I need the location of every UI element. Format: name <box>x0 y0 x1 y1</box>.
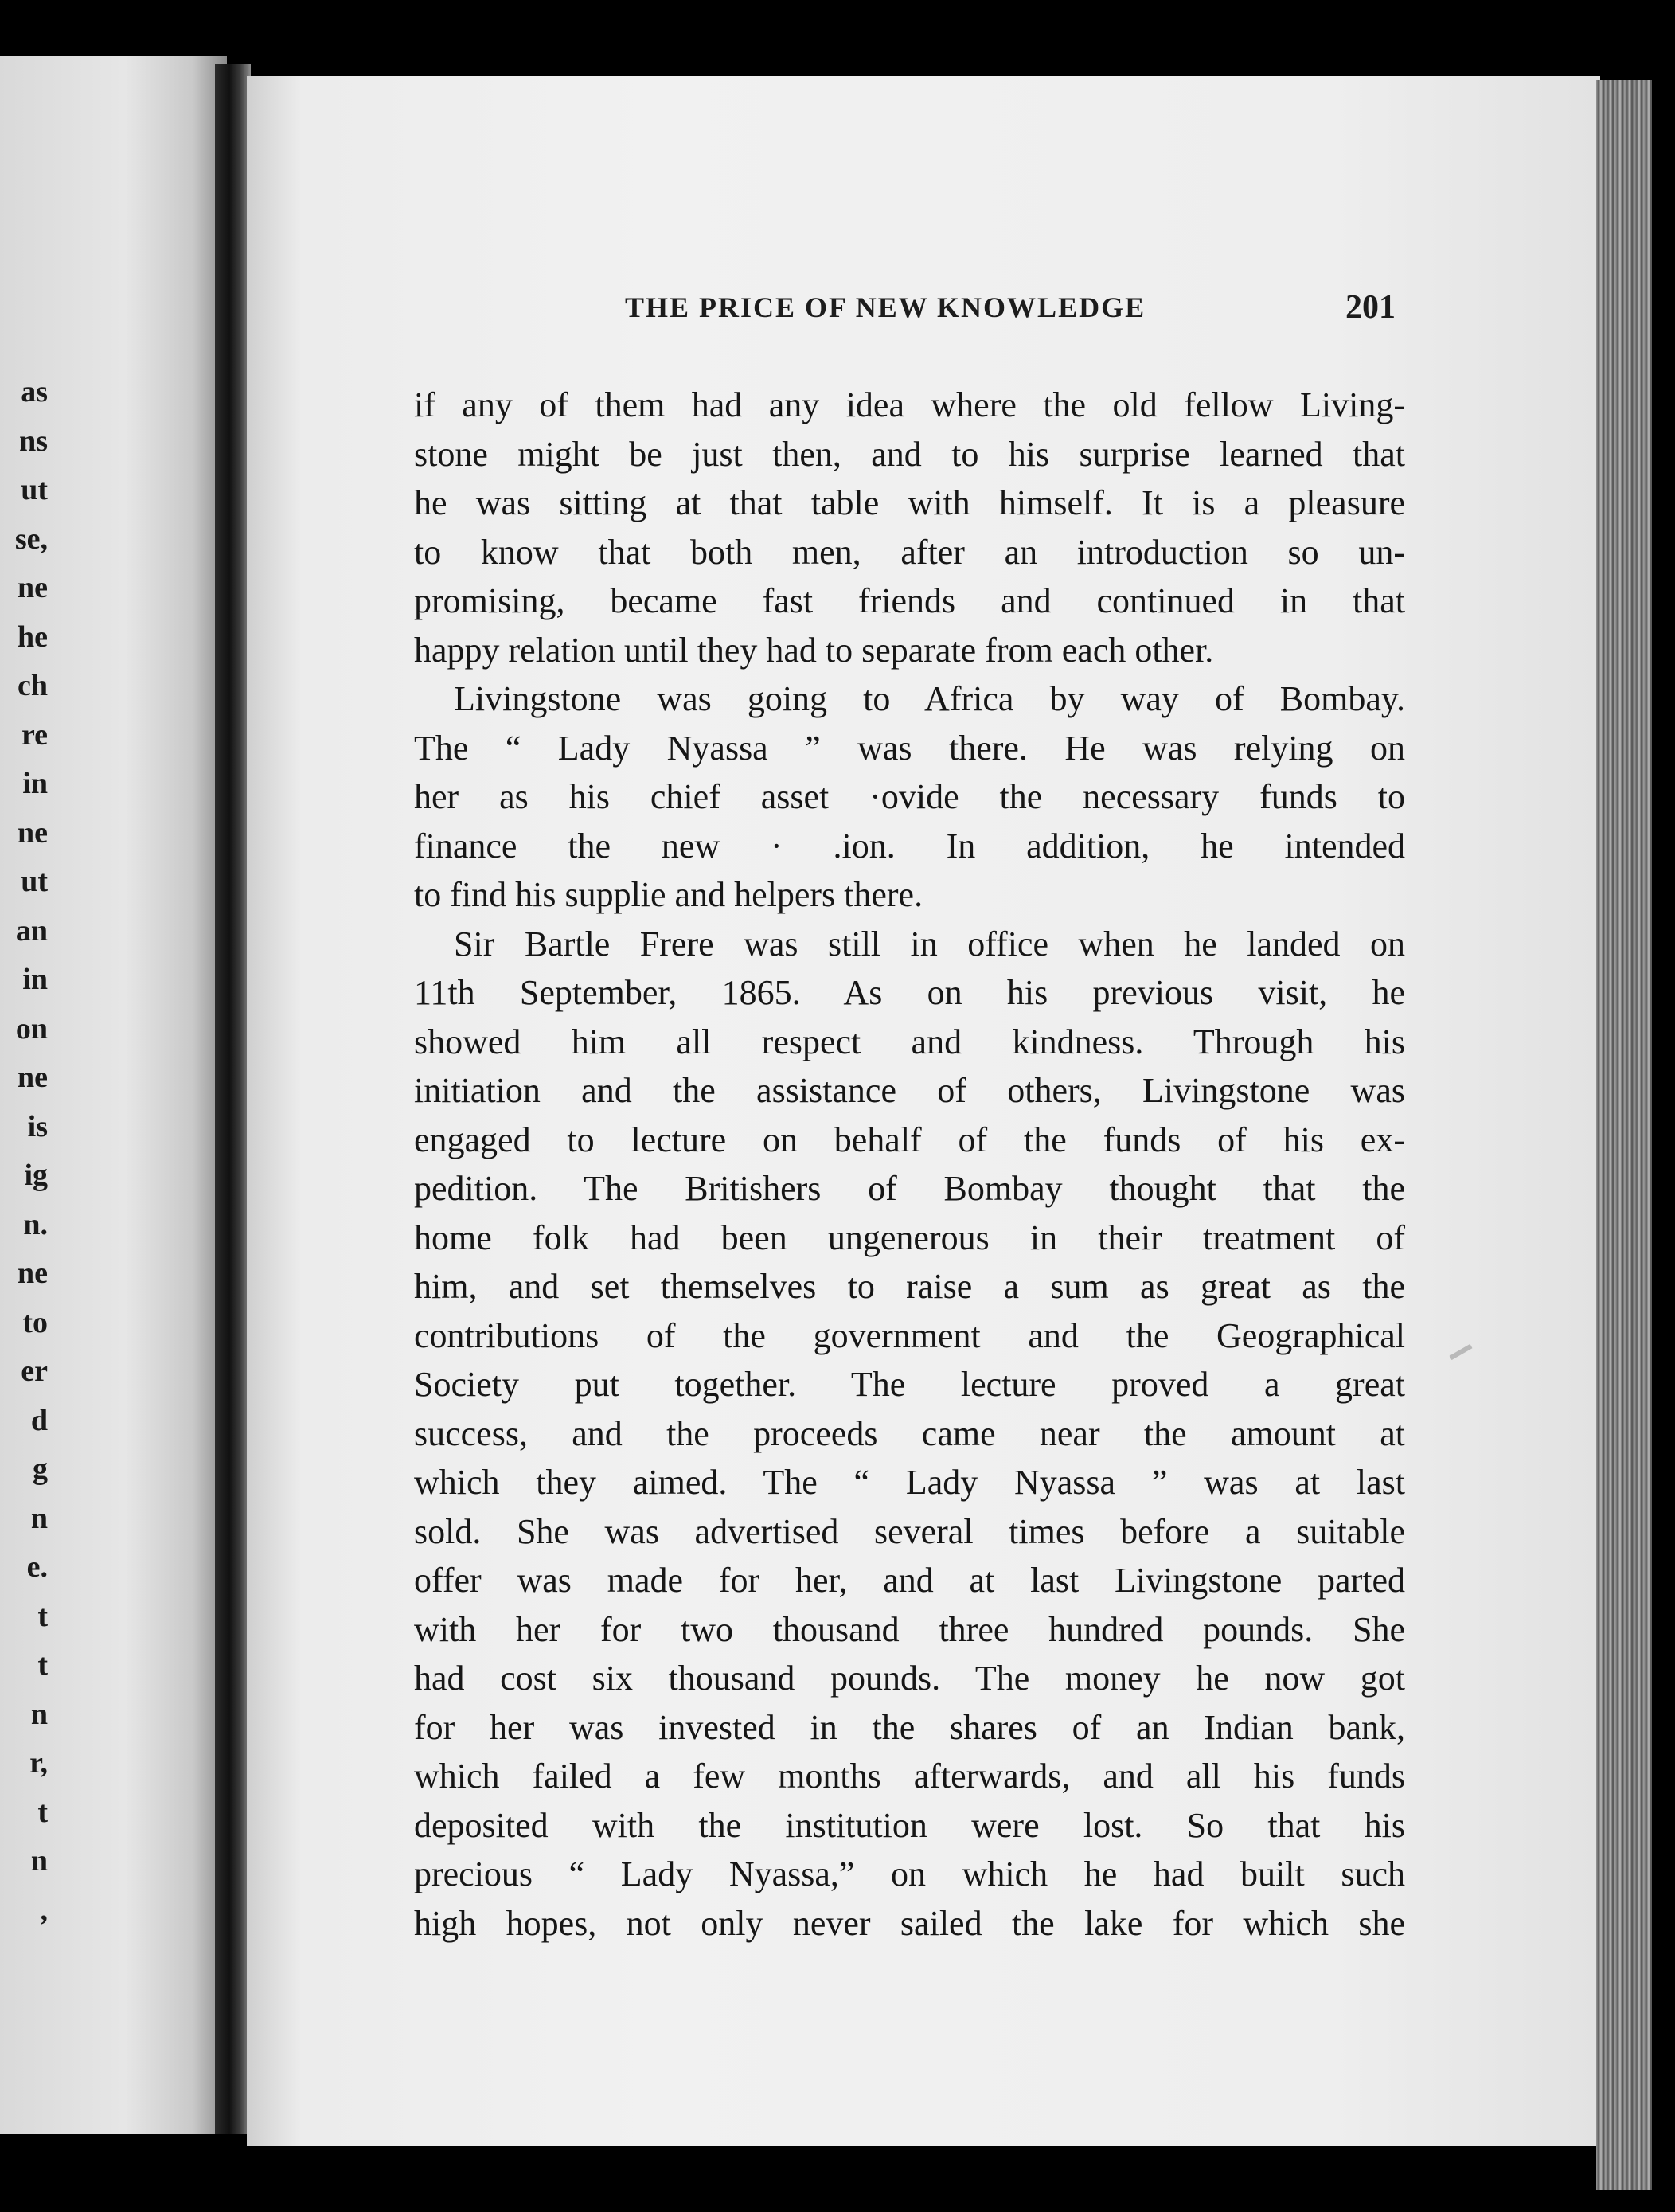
left-page-fragment: ne <box>18 1061 48 1094</box>
text-line: initiation and the assistance of others, Livingstone was <box>414 1071 1405 1110</box>
left-page-fragment: n <box>30 1697 48 1731</box>
page-number: 201 <box>1345 289 1396 326</box>
left-page-fragment: e. <box>26 1550 48 1584</box>
text-line: finance the new · .ion. In addition, he intended <box>414 826 1405 866</box>
text-line: which failed a few months afterwards, and all his funds <box>414 1757 1405 1796</box>
left-page-fragment: , <box>40 1893 48 1927</box>
left-page-fragment: ne <box>18 1256 48 1290</box>
left-page-fragment: n. <box>23 1207 48 1241</box>
text-line: pedition. The Britishers of Bombay thought that the <box>414 1169 1405 1208</box>
text-line: engaged to lecture on behalf of the funds of his ex- <box>414 1120 1405 1159</box>
left-page-fragment: r, <box>29 1746 48 1780</box>
left-page-fragment: ne <box>18 571 48 604</box>
text-line: home folk had been ungenerous in their treatment of <box>414 1217 1405 1257</box>
text-line: with her for two thousand three hundred pounds. She <box>414 1609 1405 1649</box>
text-line: success, and the proceeds came near the amount at <box>414 1413 1405 1453</box>
text-line: deposited with the institution were lost. So that his <box>414 1805 1405 1845</box>
left-page-fragment: t <box>37 1795 48 1829</box>
left-page-fragment: as <box>21 375 48 408</box>
left-page-fragment: in <box>22 767 48 800</box>
body-text <box>414 381 1405 1948</box>
text-line: high hopes, not only never sailed the lake for which she <box>414 1903 1405 1943</box>
text-line: had cost six thousand pounds. The money he now got <box>414 1659 1405 1698</box>
left-page-fragment: on <box>15 1011 48 1045</box>
text-line: The “ Lady Nyassa ” was there. He was relying on <box>414 728 1405 768</box>
text-line: showed him all respect and kindness. Through his <box>414 1022 1405 1061</box>
text-line: 11th September, 1865. As on his previous visit, he <box>414 973 1405 1012</box>
text-line: to find his supplie and helpers there. <box>414 875 923 914</box>
text-line: promising, became fast friends and continued in that <box>414 581 1405 620</box>
left-page-fragment: ch <box>18 669 48 702</box>
left-page-text-fragments <box>0 368 48 1935</box>
text-line: he was sitting at that table with himself. It is a pleasure <box>414 483 1405 522</box>
left-page-fragment: to <box>22 1305 48 1339</box>
left-page-fragment: g <box>33 1452 48 1486</box>
book-gutter <box>215 64 251 2134</box>
left-page-fragment: n <box>30 1501 48 1535</box>
left-page-fragment: ut <box>21 473 48 506</box>
text-line: her as his chief asset ·ovide the necessary funds to <box>414 777 1405 816</box>
text-line: Livingstone was going to Africa by way of Bombay. <box>454 679 1405 718</box>
left-page-fragment: ns <box>19 424 48 458</box>
left-page-fragment: d <box>30 1403 48 1437</box>
left-page-fragment: ne <box>18 815 48 850</box>
text-line: if any of them had any idea where the old fellow Living- <box>414 385 1405 424</box>
text-line: precious “ Lady Nyassa,” on which he had built such <box>414 1854 1405 1893</box>
left-page-fragment: in <box>22 963 48 996</box>
left-page-fragment: is <box>27 1109 48 1143</box>
text-line: contributions of the government and the Geographical <box>414 1315 1405 1355</box>
left-page-fragment: se, <box>14 522 48 556</box>
text-line: stone might be just then, and to his surprise learned that <box>414 434 1405 474</box>
left-page-fragment: an <box>15 913 48 948</box>
left-page-fragment: ig <box>24 1159 48 1192</box>
text-line: to know that both men, after an introduction so un- <box>414 532 1405 572</box>
text-line: happy relation until they had to separate from each other. <box>414 630 1214 670</box>
left-page-fragment: n <box>30 1844 48 1878</box>
text-line: Sir Bartle Frere was still in office when he landed on <box>454 924 1405 963</box>
running-head: THE PRICE OF NEW KNOWLEDGE <box>625 291 1146 323</box>
text-line: offer was made for her, and at last Livingstone parted <box>414 1561 1405 1600</box>
left-page-fragment: er <box>21 1354 48 1388</box>
text-line: sold. She was advertised several times before a suitable <box>414 1511 1405 1551</box>
left-page-fragment: ut <box>21 865 48 898</box>
left-page-fragment: he <box>18 619 48 654</box>
left-page-fragment: re <box>21 717 48 752</box>
left-page-fragment: t <box>37 1599 48 1633</box>
text-line: which they aimed. The “ Lady Nyassa ” was at last <box>414 1463 1405 1502</box>
text-line: him, and set themselves to raise a sum as great as the <box>414 1267 1405 1306</box>
page-edge-stack <box>1596 80 1652 2190</box>
text-line: Society put together. The lecture proved a great <box>414 1365 1405 1404</box>
left-page-fragment: t <box>37 1648 48 1682</box>
text-line: for her was invested in the shares of an Indian bank, <box>414 1707 1405 1747</box>
